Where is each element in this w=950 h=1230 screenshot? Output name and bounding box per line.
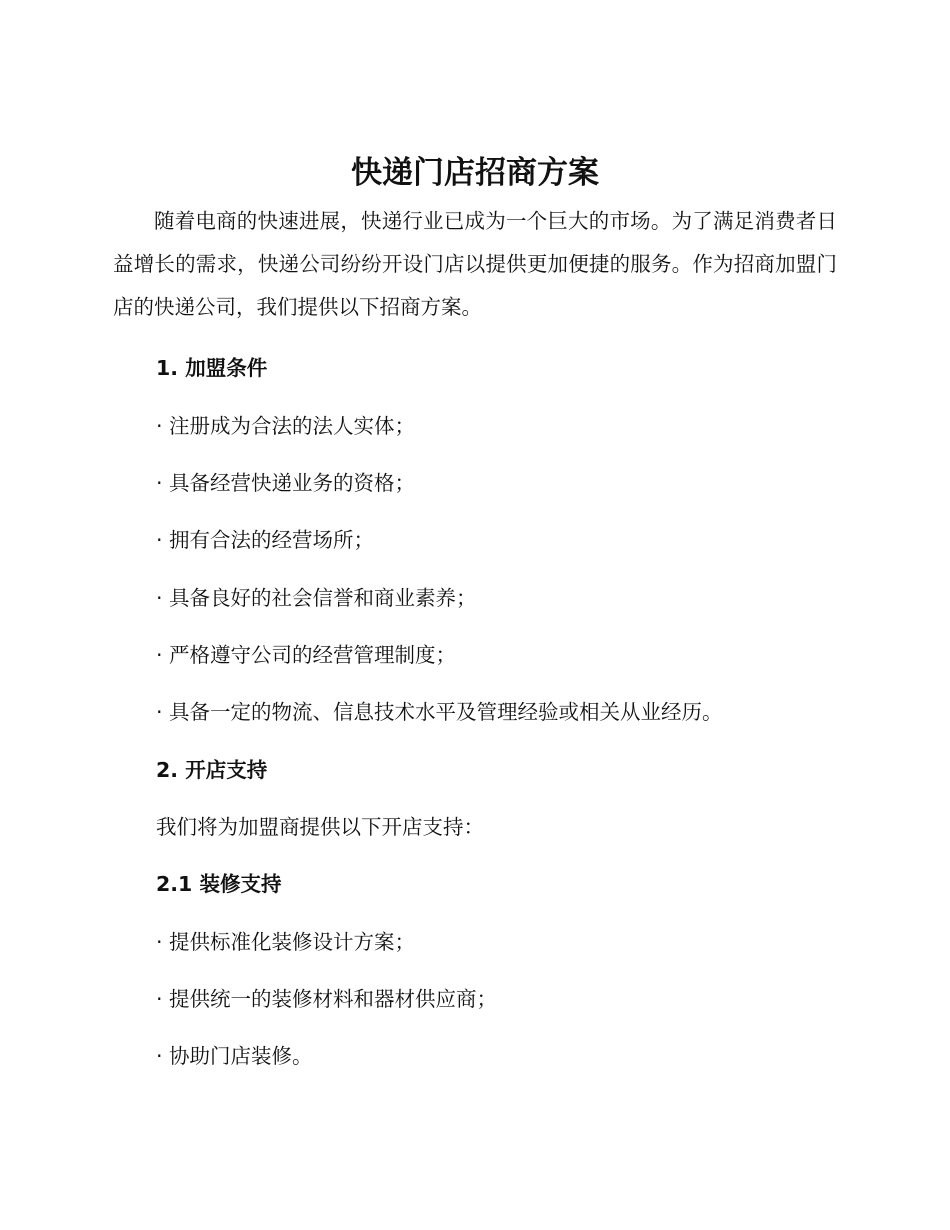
section-heading-opening-support: 2. 开店支持 [156, 758, 268, 782]
document-title: 快递门店招商方案 [351, 155, 599, 191]
list-item: · 提供标准化装修设计方案； [156, 930, 416, 954]
intro-paragraph: 随着电商的快速进展，快递行业已成为一个巨大的市场。为了满足消费者日益增长的需求，快递公司纷纷开设门店以提供更加便捷的服务。作为招商加盟门店的快递公司，我们提供以下招商方案。 [113, 209, 837, 319]
list-item: · 提供统一的装修材料和器材供应商； [156, 987, 498, 1011]
list-item: · 注册成为合法的法人实体； [156, 414, 416, 438]
list-item: · 拥有合法的经营场所； [156, 528, 375, 552]
list-item: · 具备良好的社会信誉和商业素养； [156, 586, 477, 610]
list-item: · 严格遵守公司的经营管理制度； [156, 643, 457, 667]
section-text: 我们将为加盟商提供以下开店支持： [156, 815, 484, 839]
list-item: · 协助门店装修。 [156, 1044, 313, 1068]
section-heading-join-conditions: 1. 加盟条件 [156, 356, 268, 380]
list-item: · 具备经营快递业务的资格； [156, 471, 416, 495]
section-heading-renovation-support: 2.1 装修支持 [156, 872, 282, 896]
list-item: · 具备一定的物流、信息技术水平及管理经验或相关从业经历。 [156, 700, 723, 724]
